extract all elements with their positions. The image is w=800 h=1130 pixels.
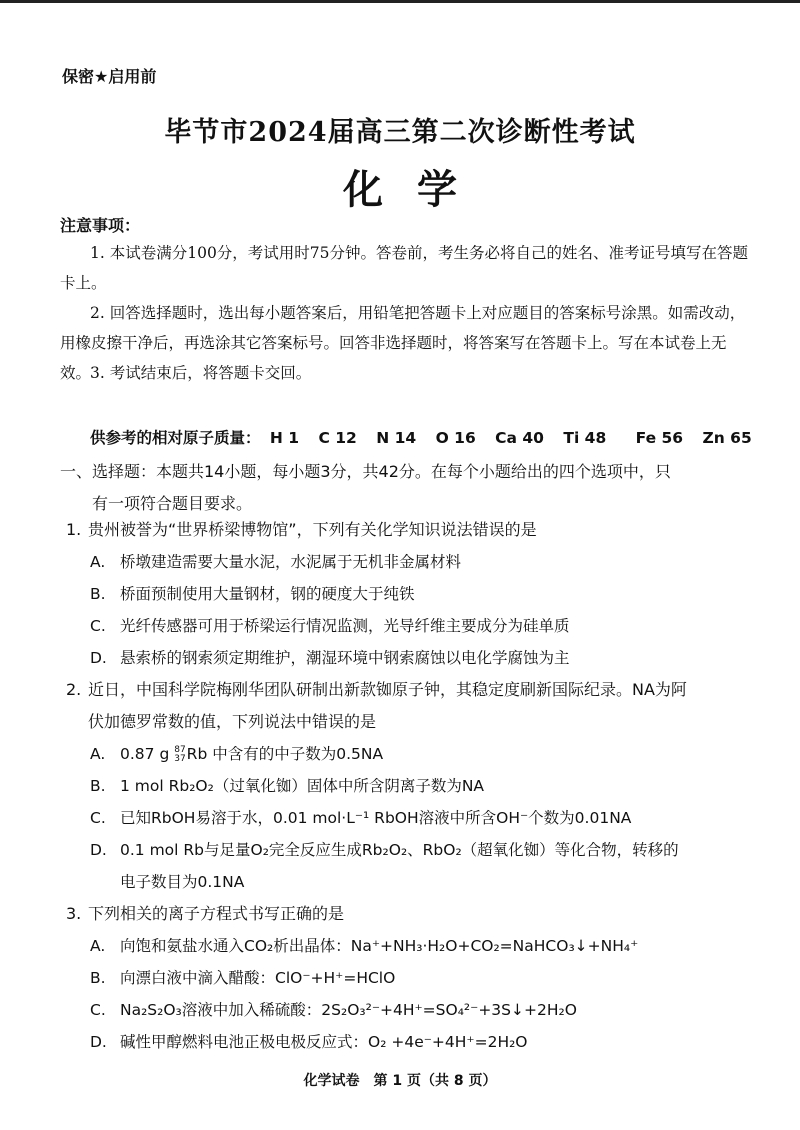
mass-item: Fe 56 [635,429,684,447]
mass-item: O 16 [435,429,476,447]
isotope-notation: 87 37 [174,744,186,764]
page-footer: 化学试卷 第 1 页（共 8 页） [303,1073,497,1089]
question-2: 2. 近日，中国科学院梅刚华团队研制出新款铷原子钟，其稳定度刷新国际纪录。NA为阿 伏加德罗常数的值，下列说法中错误的是 [66,680,687,731]
mass-item: N 14 [376,429,417,447]
q3-option-c: C. Na₂S₂O₃溶液中加入稀硫酸：2S₂O₃²⁻+4H⁺=SO₄²⁻+3S↓+2H₂O [90,1001,577,1019]
q2-option-d: D. 0.1 mol Rb与足量O₂完全反应生成Rb₂O₂、RbO₂（超氧化铷）等化合物，转移的 电子数目为0.1NA [90,841,679,891]
q1-option-b: B. 桥面预制使用大量钢材，钢的硬度大于纯铁 [90,585,415,603]
q2-option-b: B. 1 mol Rb₂O₂（过氧化铷）固体中所含阴离子数为NA [90,777,485,795]
exam-title: 毕节市2024届高三第二次诊断性考试 [164,117,636,148]
q1-option-d: D. 悬索桥的钢索须定期维护，潮湿环境中钢索腐蚀以电化学腐蚀为主 [90,649,570,667]
q1-option-a: A. 桥墩建造需要大量水泥，水泥属于无机非金属材料 [90,553,462,571]
top-border [0,0,800,3]
atomic-masses-label: 供参考的相对原子质量： [90,429,261,447]
mass-item: Ti 48 [563,429,607,447]
confidential-mark: 保密★启用前 [62,67,157,86]
mass-item: H 1 [269,429,300,447]
mass-item: Ca 40 [495,429,544,447]
question-3: 3. 下列相关的离子方程式书写正确的是 [66,904,345,923]
q1-option-c: C. 光纤传感器可用于桥梁运行情况监测，光导纤维主要成分为硅单质 [90,617,570,635]
mass-item: Zn 65 [702,429,752,447]
mass-item: C 12 [318,429,357,447]
atomic-masses [90,426,766,448]
note-1: 1. 本试卷满分100分，考试用时75分钟。答卷前，考生务必将自己的姓名、准考证号填写在答题卡上。 [60,244,749,292]
q3-option-a: A. 向饱和氨盐水通入CO₂析出晶体：Na⁺+NH₃·H₂O+CO₂=NaHCO₃↓+NH₄⁺ [90,937,639,955]
notes-heading: 注意事项： [60,216,141,235]
q3-option-d: D. 碱性甲醇燃料电池正极电极反应式：O₂ +4e⁻+4H⁺=2H₂O [90,1033,528,1051]
q2-option-a: A. 0.87 g 87 37Rb 中含有的中子数为0.5NA [90,744,384,764]
section-heading: 一、选择题：本题共14小题，每小题3分，共42分。在每个小题给出的四个选项中，只 有一项符合题目要求。 [60,462,671,513]
note-2: 2. 回答选择题时，选出每小题答案后，用铅笔把答题卡上对应题目的答案标号涂黑。如需改动，用橡皮擦干净后，再选涂其它答案标号。回答非选择题时，将答案写在答题卡上。写在本试卷上无效。 [60,304,746,382]
question-1: 1. 贵州被誉为“世界桥梁博物馆”，下列有关化学知识说法错误的是 [66,520,537,539]
q2-option-c: C. 已知RbOH易溶于水，0.01 mol·L⁻¹ RbOH溶液中所含OH⁻个数为0.01NA [90,809,632,827]
q3-option-b: B. 向漂白液中滴入醋酸：ClO⁻+H⁺=HClO [90,969,396,987]
subject-title: 化学 [343,166,491,213]
note-3: 3. 考试结束后，将答题卡交回。 [90,364,312,382]
